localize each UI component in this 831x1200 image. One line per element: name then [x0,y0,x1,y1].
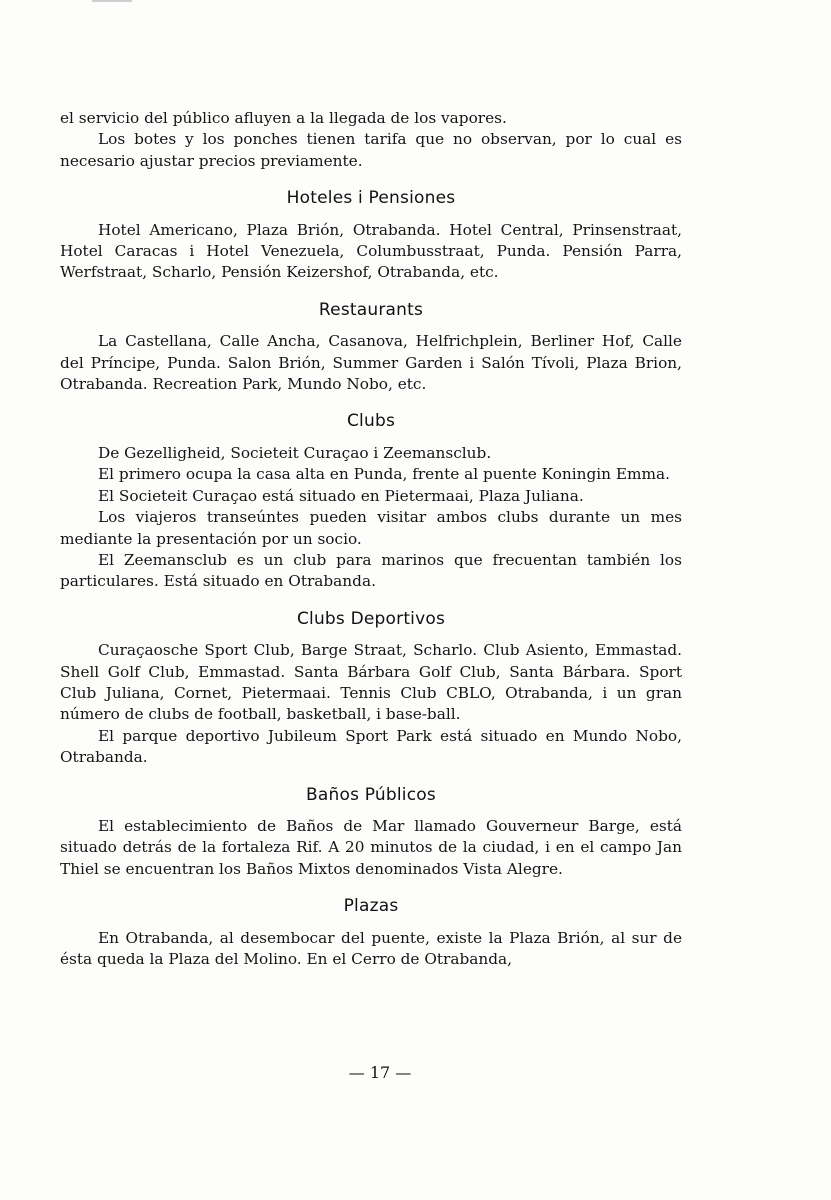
clubs-paragraph: El Zeemansclub es un club para marinos que frecuentan también los particulares. Está situado en Otrabanda. [60,550,682,591]
section-heading-hoteles: Hoteles i Pensiones [286,188,456,209]
section-heading-plazas: Plazas [343,896,399,917]
section-heading-clubs: Clubs [346,411,395,432]
clubs-paragraph: Los viajeros transeúntes pueden visitar ambos clubs durante un mes mediante la presentación por un socio. [60,508,682,548]
banos-publicos-paragraph: El establecimiento de Baños de Mar llamado Gouverneur Barge, está situado detrás de la fortaleza Rif. A 20 minutos de la ciudad, i en el campo Jan Thiel se encuentran los Baños Mixtos denominados Vista Alegre. [60,816,682,878]
scan-edge-mark [92,0,132,2]
page-body [60,108,682,970]
clubs-paragraph: El primero ocupa la casa alta en Punda, frente al puente Koningin Emma. [98,465,671,484]
clubs-deportivos-paragraph: Curaçaosche Sport Club, Barge Straat, Scharlo. Club Asiento, Emmastad. Shell Golf Club, Emmastad. Santa Bárbara Golf Club, Santa Bárbara. Sport Club Juliana, Cornet, Pietermaai. Tennis Club CBLO, Otrabanda, i un gran número de clubs de football, basketball, i base-ball. [60,641,682,724]
clubs-deportivos-paragraph: El parque deportivo Jubileum Sport Park está situado en Mundo Nobo, Otrabanda. [60,726,682,767]
intro-continuation: el servicio del público afluyen a la llegada de los vapores. [60,109,507,127]
section-heading-restaurants: Restaurants [318,299,424,320]
page-number: — 17 — [348,1063,412,1082]
restaurants-paragraph: La Castellana, Calle Ancha, Casanova, Helfrichplein, Berliner Hof, Calle del Príncipe, Punda. Salon Brión, Summer Garden i Salón Tívoli, Plaza Brion, Otrabanda. Recreation Park, Mundo Nobo, etc. [60,332,682,394]
section-heading-banos-publicos: Baños Públicos [306,784,436,805]
hoteles-paragraph: Hotel Americano, Plaza Brión, Otrabanda. Hotel Central, Prinsenstraat, Hotel Caracas i Hotel Venezuela, Columbusstraat, Punda. Pensión Parra, Werfstraat, Scharlo, Pensión Keizershof, Otrabanda, etc. [60,220,682,282]
clubs-paragraph: De Gezelligheid, Societeit Curaçao i Zeemansclub. [98,443,492,462]
section-heading-clubs-deportivos: Clubs Deportivos [296,608,446,629]
clubs-paragraph: El Societeit Curaçao está situado en Pietermaai, Plaza Juliana. [98,486,584,505]
intro-paragraph: Los botes y los ponches tienen tarifa que no observan, por lo cual es necesario ajustar precios previamente. [60,130,682,170]
plazas-paragraph: En Otrabanda, al desembocar del puente, existe la Plaza Brión, al sur de ésta queda la Plaza del Molino. En el Cerro de Otrabanda, [60,928,682,968]
